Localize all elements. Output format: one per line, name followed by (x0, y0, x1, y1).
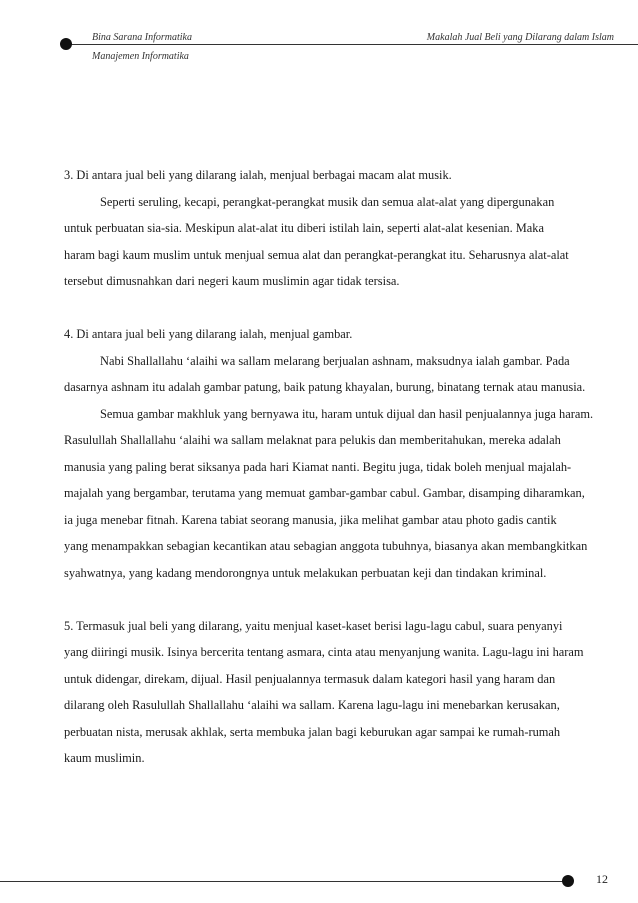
text-line: Rasulullah Shallallahu ‘alaihi wa sallam melaknat para pelukis dan memberitahukan, mereka adalah (64, 433, 561, 447)
text-line: 5. Termasuk jual beli yang dilarang, yaitu menjual kaset-kaset berisi lagu-lagu cabul, suara penyanyi (64, 618, 563, 633)
text-line: untuk didengar, direkam, dijual. Hasil penjualannya termasuk dalam kategori hasil yang haram dan (64, 671, 556, 686)
text-line: syahwatnya, yang kadang mendorongnya untuk melakukan perbuatan keji dan tindakan kriminal. (64, 565, 547, 580)
header-rule (64, 44, 638, 45)
text-line: tersebut dimusnahkan dari negeri kaum muslimin agar tidak tersisa. (64, 274, 400, 288)
page-number: 12 (596, 872, 608, 886)
paragraph-gap (64, 295, 624, 322)
text-line: Nabi Shallallahu ‘alaihi wa sallam melarang berjualan ashnam, maksudnya ialah gambar. Pada (100, 353, 570, 368)
text-line: majalah yang bergambar, terutama yang memuat gambar-gambar cabul. Gambar, disamping diharamkan, (64, 486, 585, 500)
text-line: untuk perbuatan sia-sia. Meskipun alat-alat itu diberi istilah lain, seperti alat-alat kesenian. Maka (64, 221, 544, 235)
footer-bullet-dot (562, 875, 574, 887)
text-line: kaum muslimin. (64, 751, 145, 765)
text-line: haram bagi kaum muslim untuk menjual semua alat dan perangkat-perangkat itu. Seharusnya alat-alat (64, 247, 569, 262)
text-line: 4. Di antara jual beli yang dilarang ialah, menjual gambar. (64, 327, 353, 341)
text-line: manusia yang paling berat siksanya pada hari Kiamat nanti. Begitu juga, tidak boleh menjual majalah- (64, 459, 572, 474)
text-line: Seperti seruling, kecapi, perangkat-perangkat musik dan semua alat-alat yang dipergunakan (100, 194, 555, 209)
header-bullet-dot (60, 38, 72, 50)
paragraph-gap (64, 586, 624, 613)
text-line: yang diiringi musik. Isinya bercerita tentang asmara, cinta atau menyanjung wanita. Lagu-lagu ini haram (64, 645, 584, 659)
header-department: Manajemen Informatika (92, 51, 189, 62)
text-line: dasarnya ashnam itu adalah gambar patung, baik patung khayalan, burung, binatang ternak atau manusia. (64, 380, 586, 394)
footer-rule (0, 881, 570, 882)
text-line: perbuatan nista, merusak akhlak, serta membuka jalan bagi keburukan agar sampai ke rumah-rumah (64, 724, 561, 739)
header-document-title: Makalah Jual Beli yang Dilarang dalam Islam (426, 32, 614, 43)
text-line: dilarang oleh Rasulullah Shallallahu ‘alaihi wa sallam. Karena lagu-lagu ini menebarkan kerusakan, (64, 698, 560, 712)
text-line: ia juga menebar fitnah. Karena tabiat seorang manusia, jika melihat gambar atau photo gadis cantik (64, 512, 557, 527)
text-line: 3. Di antara jual beli yang dilarang ialah, menjual berbagai macam alat musik. (64, 168, 452, 182)
text-line: Semua gambar makhluk yang bernyawa itu, haram untuk dijual dan hasil penjualannya juga haram. (100, 406, 594, 421)
text-line: yang menampakkan sebagian kecantikan atau sebagian anggota tubuhnya, biasanya akan membangkitkan (64, 539, 588, 553)
header-institution: Bina Sarana Informatika (92, 32, 192, 43)
document-body (64, 162, 624, 772)
